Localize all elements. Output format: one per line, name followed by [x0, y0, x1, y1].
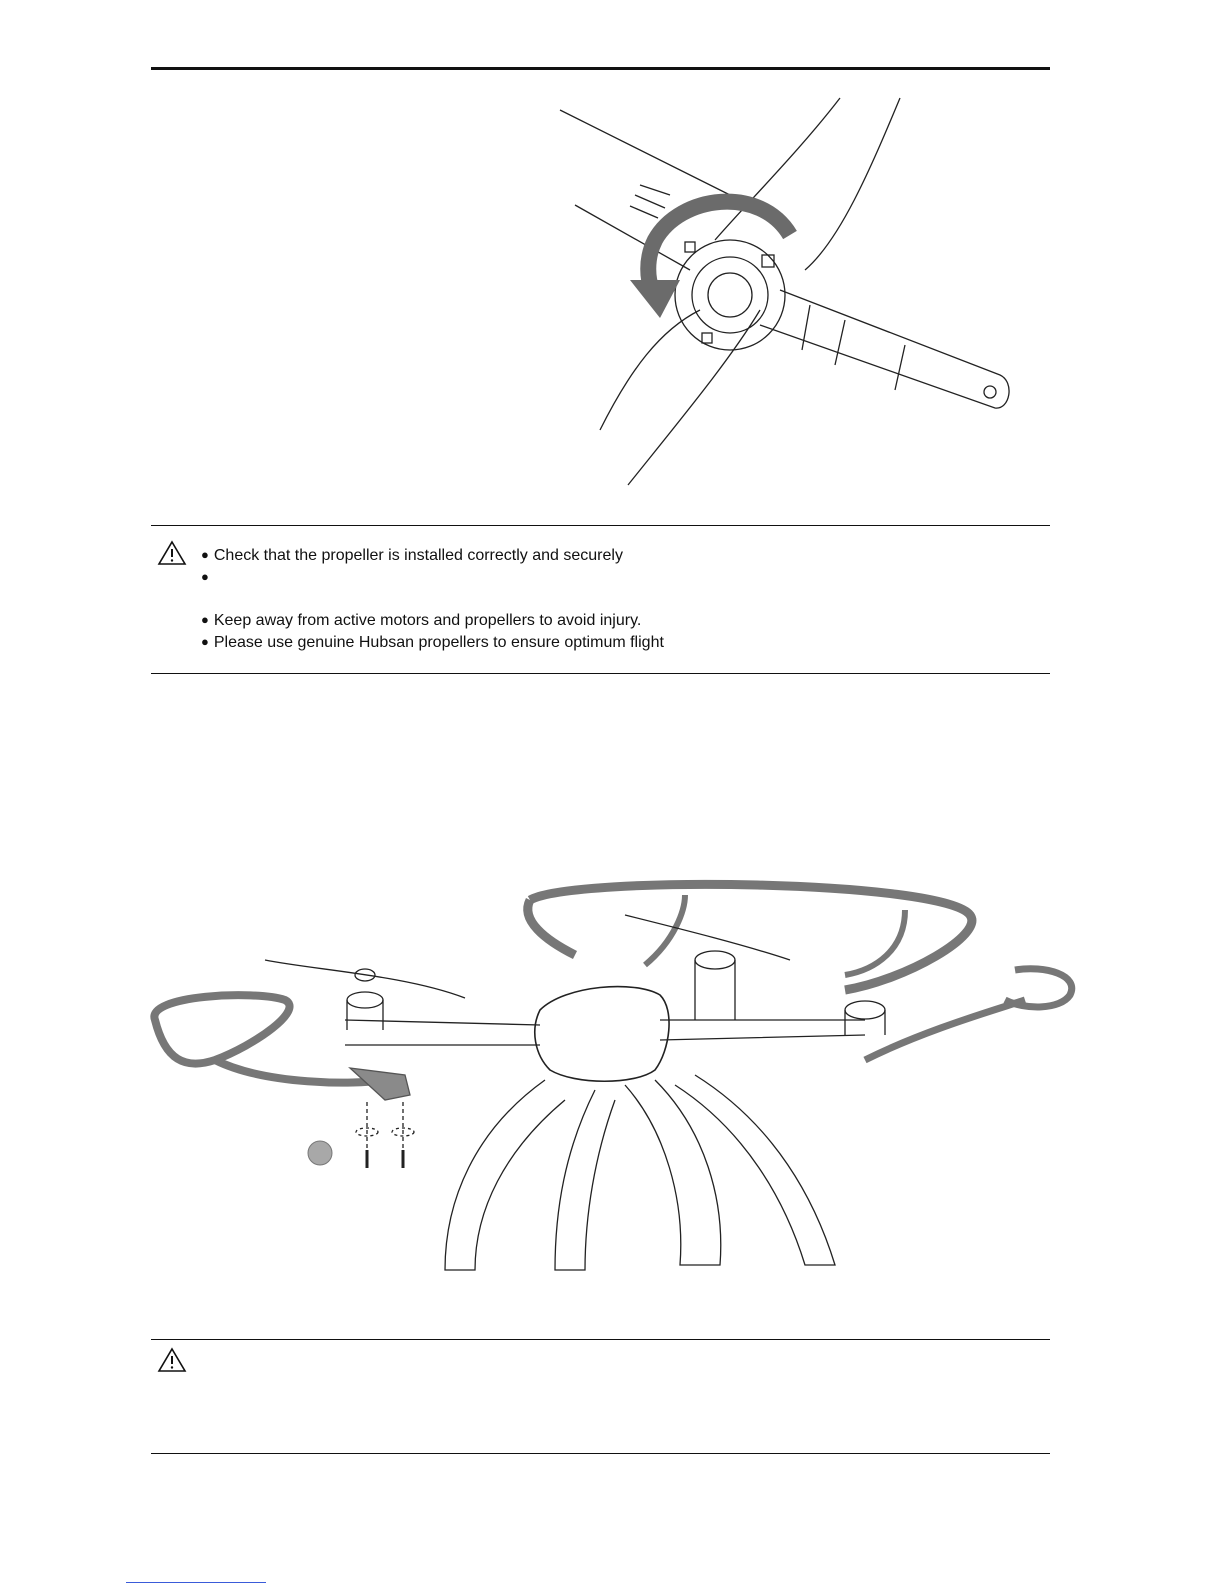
warning-triangle-icon — [157, 1347, 187, 1373]
drone-guard-install-diagram — [145, 870, 1080, 1290]
warning-box-2-bottom-rule — [151, 1453, 1050, 1454]
list-item: ● Please use genuine Hubsan propellers to ensure optimum flight — [201, 634, 664, 651]
warning-box-2-top-rule — [151, 1339, 1050, 1340]
list-item: ● — [201, 569, 209, 584]
footer-link-underline — [126, 1582, 266, 1583]
warning-box-top-rule — [151, 525, 1050, 526]
warning-triangle-icon — [157, 540, 187, 566]
header-rule — [151, 67, 1050, 70]
list-item: ● Keep away from active motors and propellers to avoid injury. — [201, 612, 642, 629]
propeller-install-diagram — [540, 90, 1030, 500]
warning-box-bottom-rule — [151, 673, 1050, 674]
callout-marker — [308, 1141, 332, 1165]
list-item: ● Check that the propeller is installed correctly and securely — [201, 547, 623, 564]
